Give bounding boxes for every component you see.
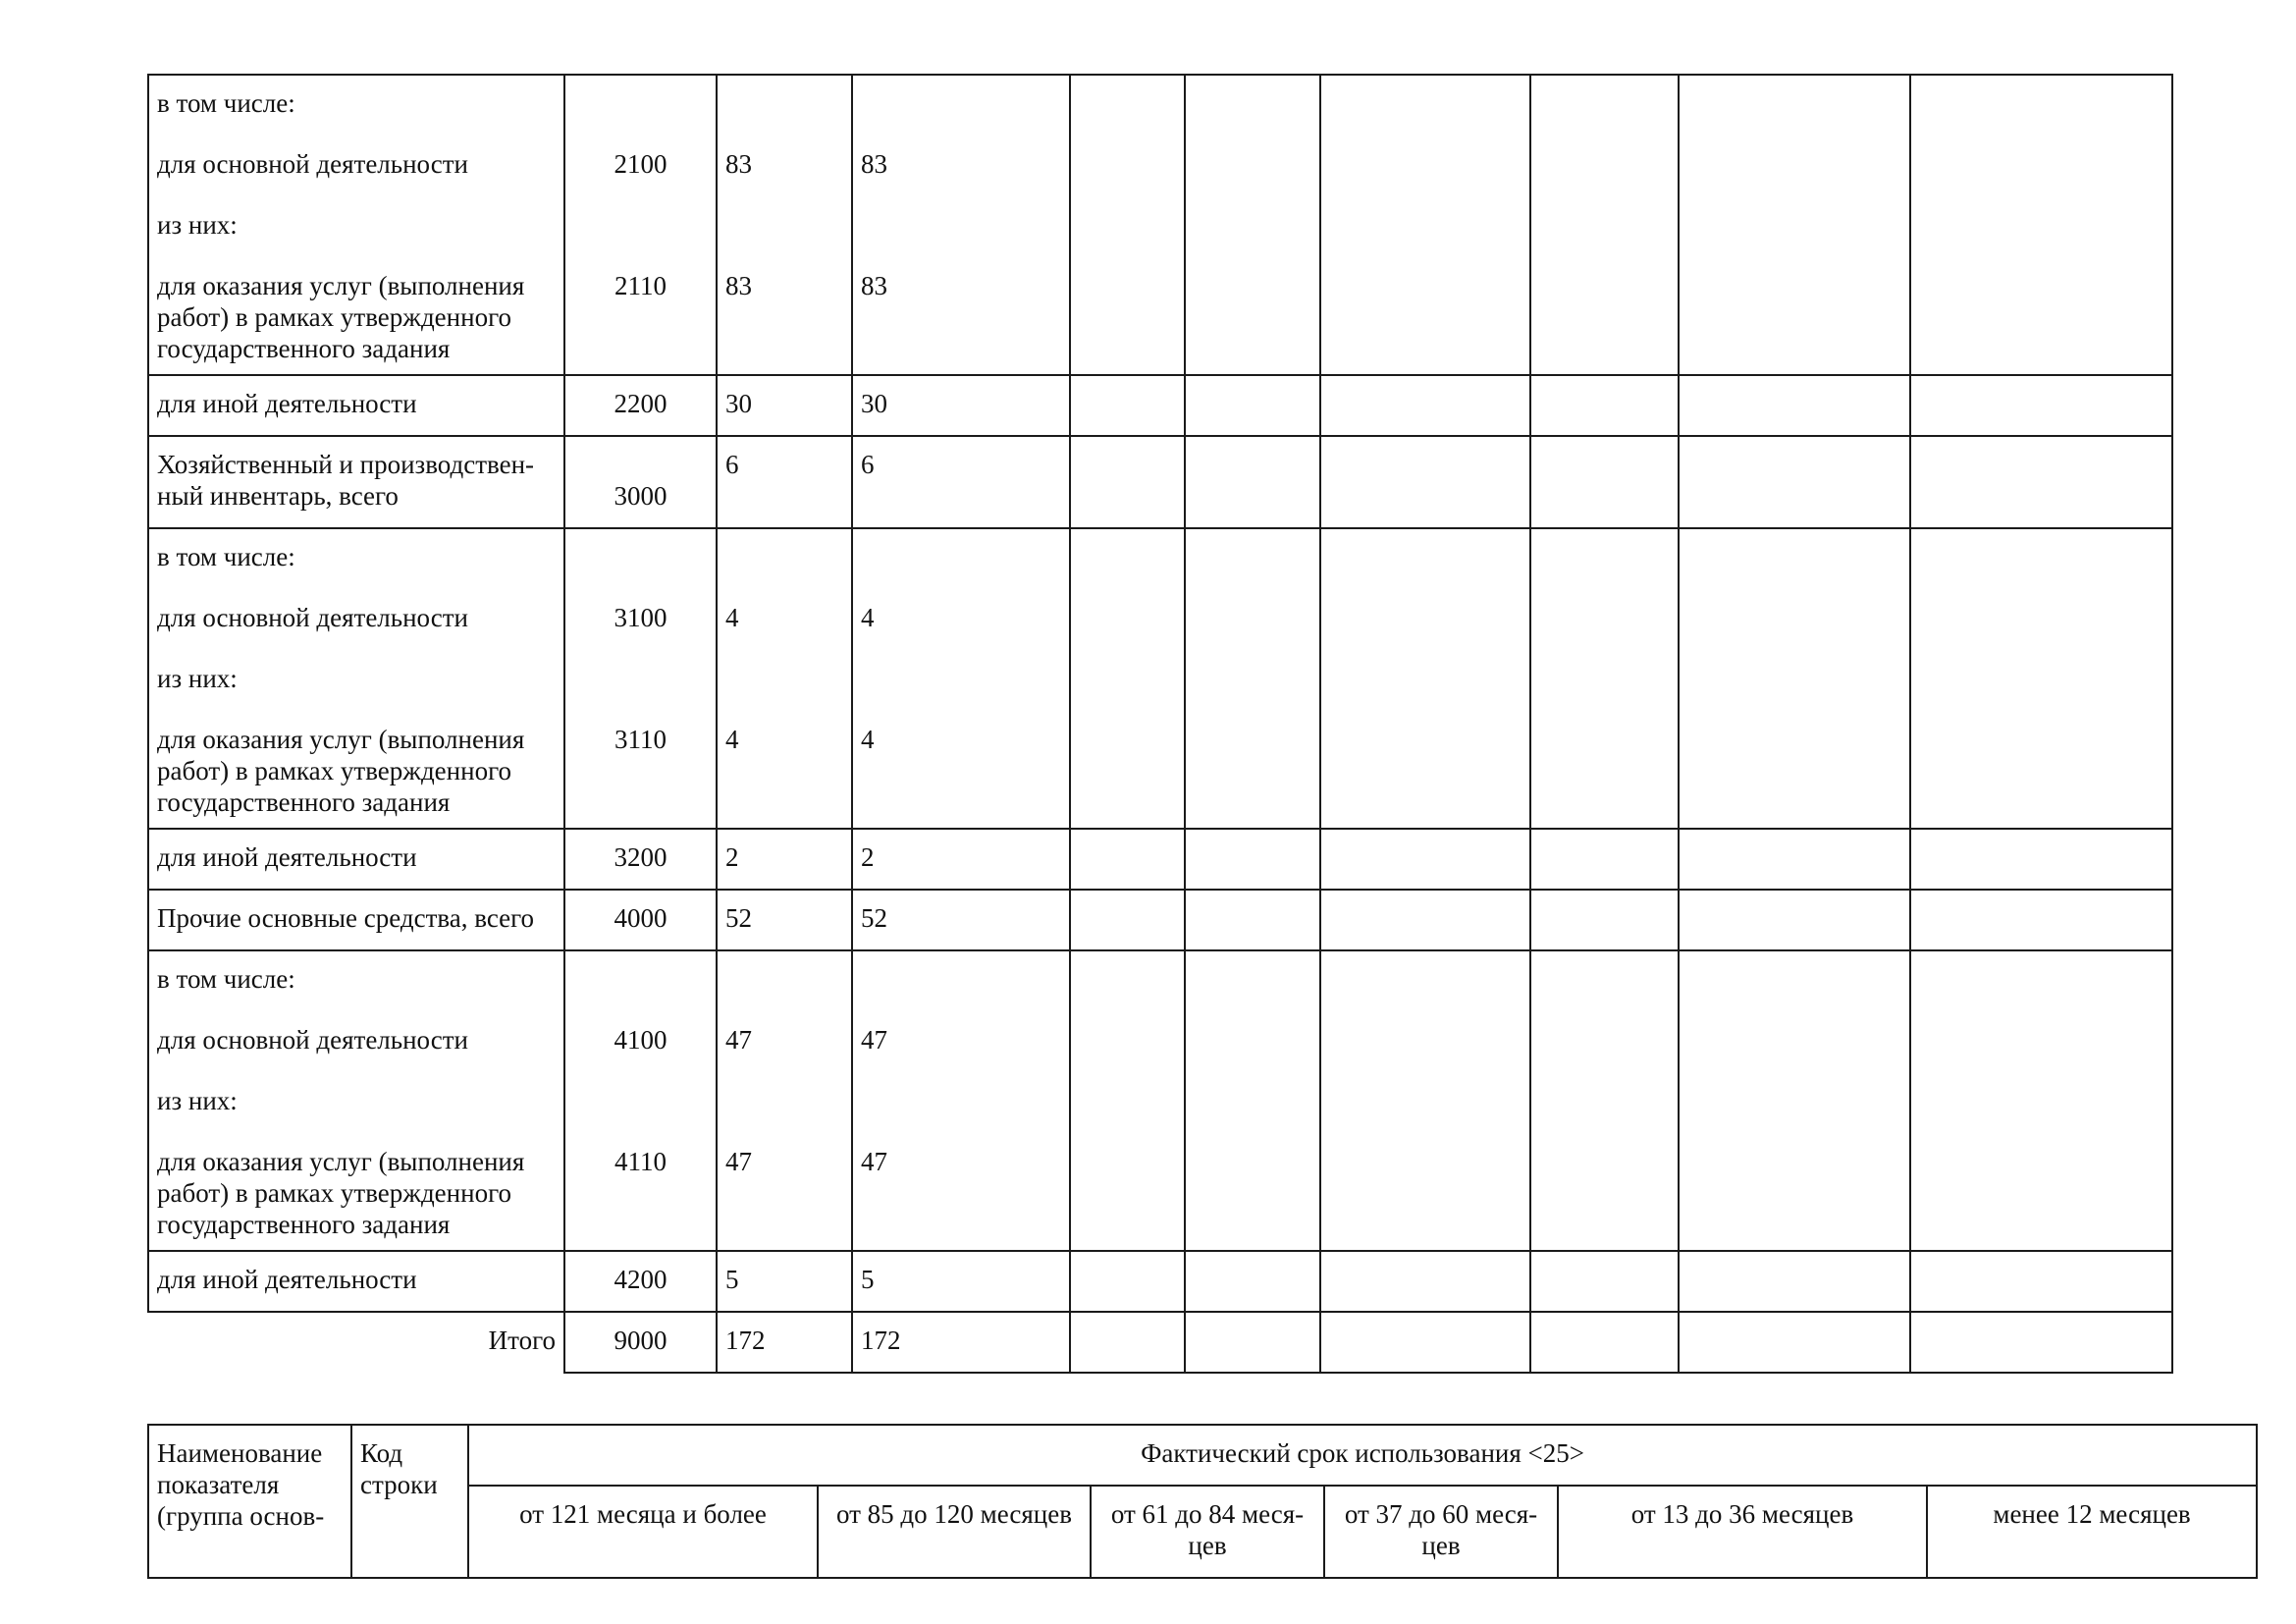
row-value-cell: 2 — [852, 829, 1070, 890]
empty-cell — [1070, 829, 1185, 890]
spacer — [861, 1085, 1061, 1116]
row-code-cell-value: 3100 — [614, 603, 667, 632]
empty-cell — [1910, 375, 2172, 436]
row-name-line: в том числе: — [157, 88, 295, 118]
table-row — [148, 375, 2172, 436]
header-name-line: (группа основ- — [157, 1501, 325, 1531]
empty-cell — [1185, 1312, 1320, 1373]
row-name-line: из них: — [157, 210, 238, 240]
empty-cell — [1910, 1251, 2172, 1312]
empty-cell — [1679, 829, 1910, 890]
total-row — [148, 1312, 2172, 1373]
row-value-cell-value: 47 — [725, 1147, 752, 1176]
spacer — [861, 572, 1061, 602]
row-value-cell-value: 4 — [725, 725, 739, 754]
row-name-line: для оказания услуг (выполнения — [157, 1147, 525, 1176]
header-name-line: Наименование — [157, 1438, 323, 1468]
empty-cell — [1910, 436, 2172, 528]
empty-cell — [1320, 436, 1530, 528]
empty-cell — [1320, 1312, 1530, 1373]
row-value-cell: 30 — [717, 375, 852, 436]
header-code-cell — [351, 1425, 468, 1578]
empty-cell — [1070, 75, 1185, 375]
spacer — [565, 633, 716, 663]
row-code-cell-value: 4110 — [614, 1147, 667, 1176]
table-row — [148, 829, 2172, 890]
empty-cell — [1679, 890, 1910, 950]
empty-cell — [1070, 1312, 1185, 1373]
spacer — [725, 1116, 843, 1146]
spacer — [565, 209, 716, 241]
row-value-cell-value: 47 — [725, 1025, 752, 1055]
empty-cell — [1679, 528, 1910, 829]
row-name-line: работ) в рамках утвержденного — [157, 756, 511, 785]
spacer — [157, 995, 556, 1024]
table-row — [148, 950, 2172, 1251]
empty-cell — [1679, 950, 1910, 1251]
empty-cell — [1320, 375, 1530, 436]
row-code: 3000 — [614, 481, 667, 511]
spacer — [157, 694, 556, 724]
spacer — [565, 449, 716, 480]
period-cell — [1091, 1486, 1324, 1578]
spacer — [725, 663, 843, 694]
empty-cell — [1320, 528, 1530, 829]
row-value-cell: 30 — [852, 375, 1070, 436]
header-code-line: Код — [360, 1438, 403, 1468]
period-cell — [1558, 1486, 1927, 1578]
spacer — [725, 119, 843, 148]
row-name-line: из них: — [157, 664, 238, 693]
empty-cell — [1679, 1312, 1910, 1373]
empty-cell — [1679, 375, 1910, 436]
row-code-cell: 4200 — [564, 1251, 717, 1312]
row-name-line: государственного задания — [157, 1210, 451, 1239]
row-name-cell — [148, 75, 564, 375]
header-name-cell — [148, 1425, 351, 1578]
spacer — [565, 663, 716, 694]
period-header-cell — [468, 1425, 2257, 1486]
row-name-cell: Прочие основные средства, всего — [148, 890, 564, 950]
empty-cell — [1910, 1312, 2172, 1373]
empty-cell — [1185, 829, 1320, 890]
row-name-line: для основной деятельности — [157, 1025, 468, 1055]
row-code-cell-value: 2100 — [614, 149, 667, 179]
row-name-cell: для иной деятельности — [148, 375, 564, 436]
spacer — [725, 209, 843, 241]
row-value-cell: 6 — [852, 436, 1070, 528]
period-cell — [818, 1486, 1091, 1578]
spacer — [861, 87, 1061, 119]
empty-cell — [1910, 75, 2172, 375]
table-row — [148, 1251, 2172, 1312]
row-value-cell-value: 4 — [861, 725, 875, 754]
row-code-cell — [564, 528, 717, 829]
row-code-cell — [564, 75, 717, 375]
row-name-cell: для иной деятельности — [148, 829, 564, 890]
header-code-line: строки — [360, 1470, 438, 1499]
row-name-line: государственного задания — [157, 787, 451, 817]
empty-cell — [1185, 950, 1320, 1251]
spacer — [861, 541, 1061, 572]
row-code-cell-value: 2110 — [614, 271, 667, 300]
spacer — [157, 1116, 556, 1146]
spacer — [157, 1056, 556, 1085]
spacer — [565, 1056, 716, 1085]
spacer — [157, 241, 556, 270]
row-name-line: Хозяйственный и производствен- — [157, 450, 535, 479]
main-table — [147, 74, 2173, 1374]
spacer — [157, 633, 556, 663]
row-value-cell-value: 4 — [725, 603, 739, 632]
spacer — [565, 694, 716, 724]
empty-cell — [1910, 890, 2172, 950]
row-value-cell — [852, 75, 1070, 375]
empty-cell — [1185, 436, 1320, 528]
row-value-cell: 52 — [717, 890, 852, 950]
table-row — [148, 436, 2172, 528]
row-value-cell — [852, 528, 1070, 829]
empty-cell — [1320, 829, 1530, 890]
row-value-cell-value: 83 — [725, 149, 752, 179]
empty-cell — [1070, 528, 1185, 829]
empty-cell — [1185, 1251, 1320, 1312]
empty-cell — [1530, 829, 1679, 890]
row-name-line: работ) в рамках утвержденного — [157, 1178, 511, 1208]
empty-cell — [1070, 950, 1185, 1251]
empty-cell — [1679, 436, 1910, 528]
spacer — [725, 180, 843, 209]
row-code-cell — [564, 436, 717, 528]
row-value-cell-value: 83 — [861, 149, 887, 179]
spacer — [861, 963, 1061, 995]
empty-cell — [1185, 890, 1320, 950]
period-label: от 61 до 84 меся- — [1110, 1499, 1305, 1529]
header-name-line: показателя — [157, 1470, 280, 1499]
empty-cell — [1530, 1312, 1679, 1373]
spacer — [861, 119, 1061, 148]
row-value-cell — [717, 528, 852, 829]
spacer — [725, 541, 843, 572]
row-code-cell-value: 3110 — [614, 725, 667, 754]
row-value-cell — [852, 950, 1070, 1251]
period-label: цев — [1188, 1531, 1227, 1560]
spacer — [725, 633, 843, 663]
row-name-cell: для иной деятельности — [148, 1251, 564, 1312]
row-name-line: из них: — [157, 1086, 238, 1115]
spacer — [861, 995, 1061, 1024]
row-name-cell — [148, 950, 564, 1251]
empty-cell — [1185, 528, 1320, 829]
spacer — [861, 180, 1061, 209]
spacer — [861, 1056, 1061, 1085]
empty-cell — [1530, 950, 1679, 1251]
empty-cell — [1910, 528, 2172, 829]
empty-cell — [1530, 436, 1679, 528]
spacer — [861, 1116, 1061, 1146]
period-label: от 85 до 120 месяцев — [835, 1499, 1072, 1529]
empty-cell — [1679, 1251, 1910, 1312]
row-code-cell-value: 4100 — [614, 1025, 667, 1055]
spacer — [861, 694, 1061, 724]
row-name-line: ный инвентарь, всего — [157, 481, 399, 511]
period-header: Фактический срок использования <25> — [1141, 1438, 1584, 1468]
spacer — [725, 241, 843, 270]
row-code-cell: 3200 — [564, 829, 717, 890]
row-value-cell-value: 4 — [861, 603, 875, 632]
row-value-cell: 2 — [717, 829, 852, 890]
row-value-cell: 52 — [852, 890, 1070, 950]
row-code-cell: 4000 — [564, 890, 717, 950]
period-cell — [1324, 1486, 1558, 1578]
row-name-line: в том числе: — [157, 542, 295, 571]
empty-cell — [1910, 950, 2172, 1251]
empty-cell — [1320, 950, 1530, 1251]
empty-cell — [1070, 1251, 1185, 1312]
total-value: 172 — [717, 1312, 852, 1373]
spacer — [157, 572, 556, 602]
spacer — [861, 663, 1061, 694]
period-label: от 13 до 36 месяцев — [1630, 1499, 1854, 1529]
row-value-cell-value: 83 — [725, 271, 752, 300]
header-table — [147, 1424, 2258, 1579]
empty-cell — [1320, 1251, 1530, 1312]
total-value: 172 — [852, 1312, 1070, 1373]
empty-cell — [1070, 375, 1185, 436]
period-cell — [1927, 1486, 2257, 1578]
row-value-cell: 6 — [717, 436, 852, 528]
row-value-cell-value: 83 — [861, 271, 887, 300]
row-name-line: работ) в рамках утвержденного — [157, 302, 511, 332]
empty-cell — [1185, 375, 1320, 436]
total-code: 9000 — [564, 1312, 717, 1373]
row-code-cell: 2200 — [564, 375, 717, 436]
spacer — [565, 572, 716, 602]
spacer — [725, 87, 843, 119]
spacer — [725, 694, 843, 724]
row-name-cell — [148, 528, 564, 829]
spacer — [725, 572, 843, 602]
row-name-cell — [148, 436, 564, 528]
row-name-line: для основной деятельности — [157, 149, 468, 179]
row-code-cell — [564, 950, 717, 1251]
spacer — [565, 87, 716, 119]
empty-cell — [1530, 528, 1679, 829]
main-table-body — [148, 75, 2172, 1373]
table-row — [148, 890, 2172, 950]
spacer — [157, 119, 556, 148]
spacer — [565, 241, 716, 270]
row-value-cell — [717, 75, 852, 375]
spacer — [725, 963, 843, 995]
spacer — [565, 963, 716, 995]
spacer — [565, 1116, 716, 1146]
empty-cell — [1530, 75, 1679, 375]
empty-cell — [1185, 75, 1320, 375]
row-name-line: для оказания услуг (выполнения — [157, 271, 525, 300]
period-cell — [468, 1486, 818, 1578]
empty-cell — [1070, 436, 1185, 528]
period-label: от 37 до 60 меся- — [1344, 1499, 1538, 1529]
spacer — [565, 541, 716, 572]
total-label: Итого — [148, 1312, 564, 1373]
spacer — [565, 119, 716, 148]
spacer — [861, 633, 1061, 663]
spacer — [861, 209, 1061, 241]
spacer — [157, 180, 556, 209]
spacer — [565, 180, 716, 209]
row-name-line: для основной деятельности — [157, 603, 468, 632]
empty-cell — [1320, 890, 1530, 950]
row-value-cell — [717, 950, 852, 1251]
empty-cell — [1320, 75, 1530, 375]
empty-cell — [1530, 375, 1679, 436]
spacer — [725, 995, 843, 1024]
period-label: от 121 месяца и более — [519, 1499, 767, 1529]
table-row — [148, 75, 2172, 375]
spacer — [725, 1056, 843, 1085]
empty-cell — [1070, 890, 1185, 950]
empty-cell — [1530, 890, 1679, 950]
spacer — [861, 241, 1061, 270]
row-value-cell: 5 — [852, 1251, 1070, 1312]
period-label: цев — [1421, 1531, 1461, 1560]
row-value-cell-value: 47 — [861, 1147, 887, 1176]
row-name-line: в том числе: — [157, 964, 295, 994]
empty-cell — [1910, 829, 2172, 890]
period-label: менее 12 месяцев — [1993, 1499, 2191, 1529]
row-name-line: для оказания услуг (выполнения — [157, 725, 525, 754]
empty-cell — [1679, 75, 1910, 375]
row-value-cell-value: 47 — [861, 1025, 887, 1055]
spacer — [565, 995, 716, 1024]
spacer — [725, 1085, 843, 1116]
table-row — [148, 528, 2172, 829]
row-name-line: государственного задания — [157, 334, 451, 363]
spacer — [565, 1085, 716, 1116]
row-value-cell: 5 — [717, 1251, 852, 1312]
empty-cell — [1530, 1251, 1679, 1312]
